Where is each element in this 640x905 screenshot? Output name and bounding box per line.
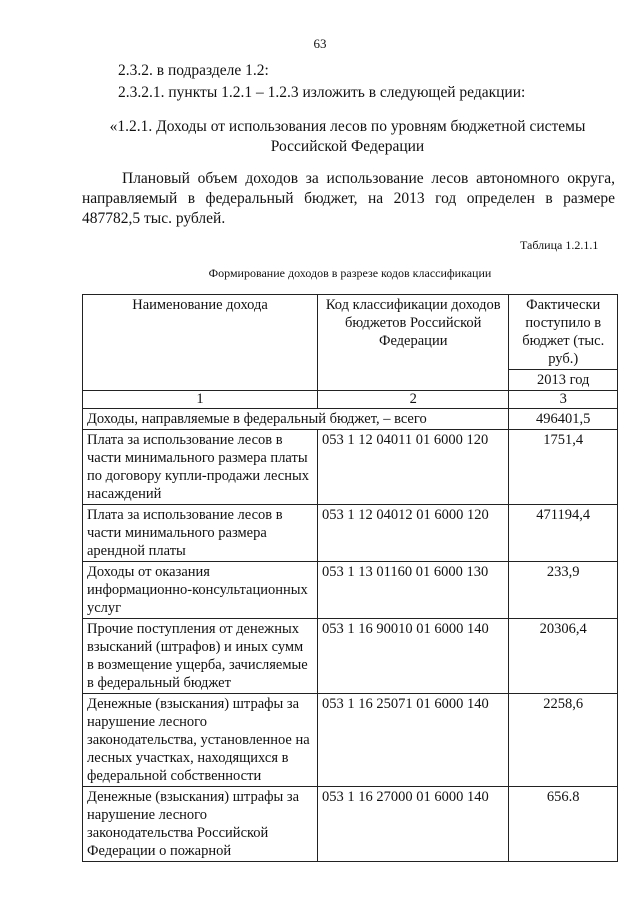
row-code: 053 1 12 04012 01 6000 120 bbox=[318, 505, 509, 562]
row-value: 2258,6 bbox=[509, 694, 618, 787]
table-title: Формирование доходов в разрезе кодов классификации bbox=[208, 266, 492, 280]
table-row bbox=[83, 562, 618, 619]
row-code: 053 1 16 90010 01 6000 140 bbox=[318, 619, 509, 694]
header-income-name: Наименование дохода bbox=[83, 295, 318, 391]
paragraph-line2: направляемый в федеральный бюджет, на 2013 год определен в размере bbox=[82, 190, 615, 207]
revenue-table bbox=[82, 294, 618, 862]
row-value: 20306,4 bbox=[509, 619, 618, 694]
column-number-2: 2 bbox=[318, 391, 509, 409]
total-value: 496401,5 bbox=[509, 409, 618, 430]
row-value: 656.8 bbox=[509, 787, 618, 862]
section-title-line1: «1.2.1. Доходы от использования лесов по уровням бюджетной системы bbox=[109, 118, 586, 135]
row-code: 053 1 16 25071 01 6000 140 bbox=[318, 694, 509, 787]
paragraph-line1: Плановый объем доходов за использование лесов автономного округа, bbox=[122, 170, 615, 187]
row-income-name: Плата за использование лесов в части минимального размера платы по договору купли-продажи лесных насаждений bbox=[83, 430, 318, 505]
line-points: 2.3.2.1. пункты 1.2.1 – 1.2.3 изложить в следующей редакции: bbox=[118, 84, 526, 101]
line-subsection: 2.3.2. в подразделе 1.2: bbox=[118, 62, 269, 79]
column-numbers-row bbox=[83, 391, 618, 409]
table-row bbox=[83, 505, 618, 562]
column-number-3: 3 bbox=[509, 391, 618, 409]
total-label: Доходы, направляемые в федеральный бюджет, – всего bbox=[83, 409, 509, 430]
table-caption: Таблица 1.2.1.1 bbox=[520, 238, 599, 252]
row-code: 053 1 13 01160 01 6000 130 bbox=[318, 562, 509, 619]
table-row bbox=[83, 619, 618, 694]
row-code: 053 1 16 27000 01 6000 140 bbox=[318, 787, 509, 862]
header-classification-code: Код классификации доходов бюджетов Российской Федерации bbox=[318, 295, 509, 391]
table-row bbox=[83, 430, 618, 505]
row-value: 471194,4 bbox=[509, 505, 618, 562]
row-income-name: Денежные (взыскания) штрафы за нарушение лесного законодательства, установленное на лесных участках, находящихся в федеральной собственности bbox=[83, 694, 318, 787]
page-number: 63 bbox=[313, 36, 327, 51]
row-value: 1751,4 bbox=[509, 430, 618, 505]
table-row bbox=[83, 787, 618, 862]
column-number-1: 1 bbox=[83, 391, 318, 409]
header-year: 2013 год bbox=[509, 370, 618, 391]
row-value: 233,9 bbox=[509, 562, 618, 619]
row-income-name: Плата за использование лесов в части минимального размера арендной платы bbox=[83, 505, 318, 562]
table-total-row bbox=[83, 409, 618, 430]
header-actual-received: Фактически поступило в бюджет (тыс. руб.) bbox=[509, 295, 618, 370]
paragraph-line3: 487782,5 тыс. рублей. bbox=[82, 210, 226, 227]
row-code: 053 1 12 04011 01 6000 120 bbox=[318, 430, 509, 505]
table-header-row bbox=[83, 295, 618, 370]
section-title-line2: Российской Федерации bbox=[270, 138, 425, 155]
row-income-name: Прочие поступления от денежных взысканий (штрафов) и иных сумм в возмещение ущерба, зачисляемые в федеральный бюджет bbox=[83, 619, 318, 694]
row-income-name: Денежные (взыскания) штрафы за нарушение лесного законодательства Российской Федерации о пожарной bbox=[83, 787, 318, 862]
table-row bbox=[83, 694, 618, 787]
row-income-name: Доходы от оказания информационно-консультационных услуг bbox=[83, 562, 318, 619]
